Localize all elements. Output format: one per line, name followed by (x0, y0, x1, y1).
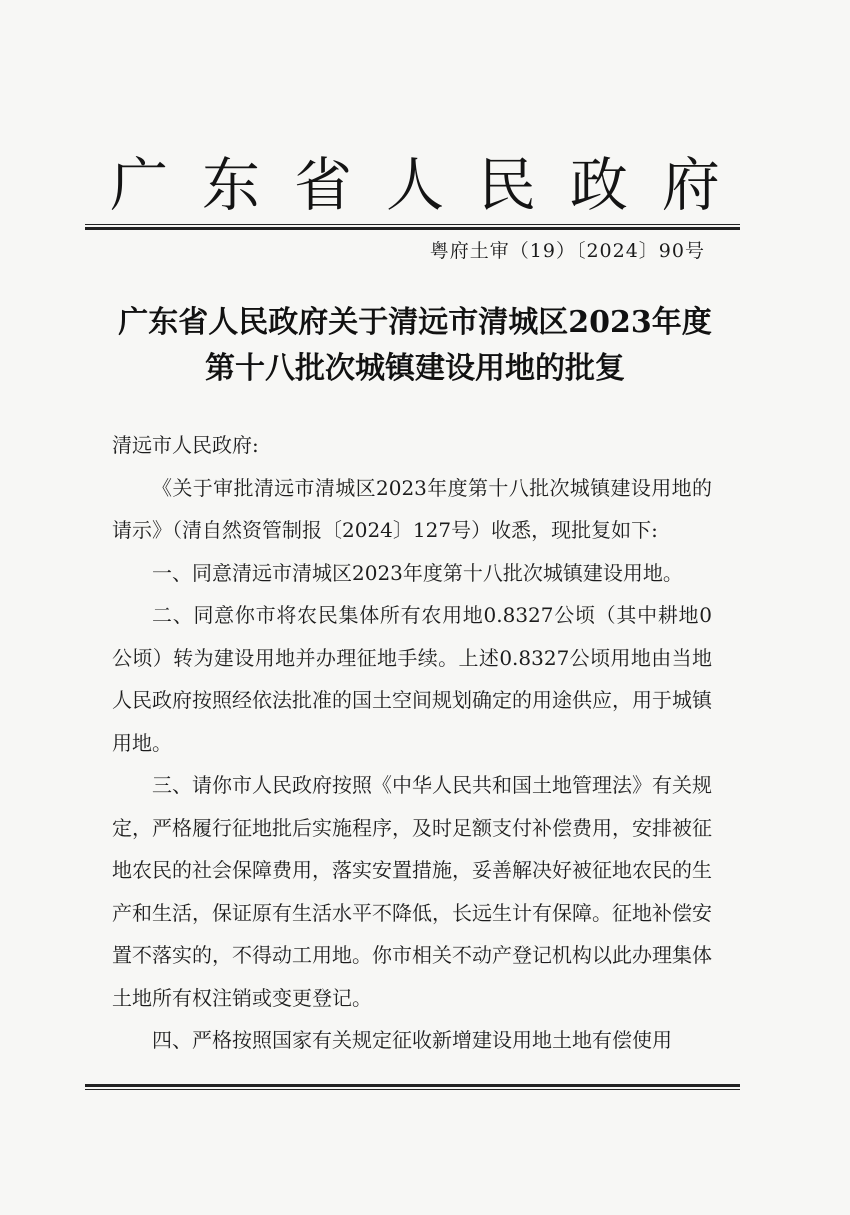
body-paragraph: 四、严格按照国家有关规定征收新增建设用地土地有偿使用 (152, 1028, 672, 1052)
document-number: 粤府土审（19）〔2024〕90号 (429, 240, 705, 262)
document-body (112, 424, 712, 1062)
document-title (85, 300, 745, 392)
masthead-char: 人 (385, 151, 444, 219)
masthead-char: 政 (569, 151, 628, 219)
body-paragraph: 三、请你市人民政府按照《中华人民共和国土地管理法》有关规定，严格履行征地批后实施程序，及时足额支付补偿费用，安排被征地农民的社会保障费用，落实安置措施，妥善解决好被征地农民的生产和生活，保证原有生活水平不降低，长远生计有保障。征地补偿安置不落实的，不得动工用地。你市相关不动产登记机构以此办理集体土地所有权注销或变更登记。 (112, 773, 712, 1010)
footer-divider (85, 1084, 740, 1091)
title-line-2: 第十八批次城镇建设用地的批复 (205, 351, 625, 386)
masthead-char: 民 (477, 151, 536, 219)
masthead-char: 府 (661, 151, 720, 219)
salutation: 清远市人民政府: (112, 433, 259, 457)
body-paragraph: 一、同意清远市清城区2023年度第十八批次城镇建设用地。 (152, 560, 683, 585)
body-paragraph: 《关于审批清远市清城区2023年度第十八批次城镇建设用地的请示》（清自然资管制报〔2024〕127号）收悉，现批复如下: (112, 475, 712, 542)
masthead (110, 140, 720, 220)
header-divider (85, 224, 740, 231)
masthead-char: 东 (201, 151, 260, 219)
header-divider-thin (85, 224, 740, 225)
header-divider-thick (85, 227, 740, 230)
body-paragraph: 二、同意你市将农民集体所有农用地0.8327公顷（其中耕地0公顷）转为建设用地并办理征地手续。上述0.8327公顷用地由当地人民政府按照经依法批准的国土空间规划确定的用途供应，用于城镇用地。 (112, 603, 712, 755)
footer-divider-thick (85, 1084, 740, 1087)
masthead-char: 省 (293, 151, 352, 219)
footer-divider-thin (85, 1089, 740, 1090)
masthead-char: 广 (110, 151, 169, 219)
title-line-1: 广东省人民政府关于清远市清城区2023年度 (118, 305, 712, 340)
